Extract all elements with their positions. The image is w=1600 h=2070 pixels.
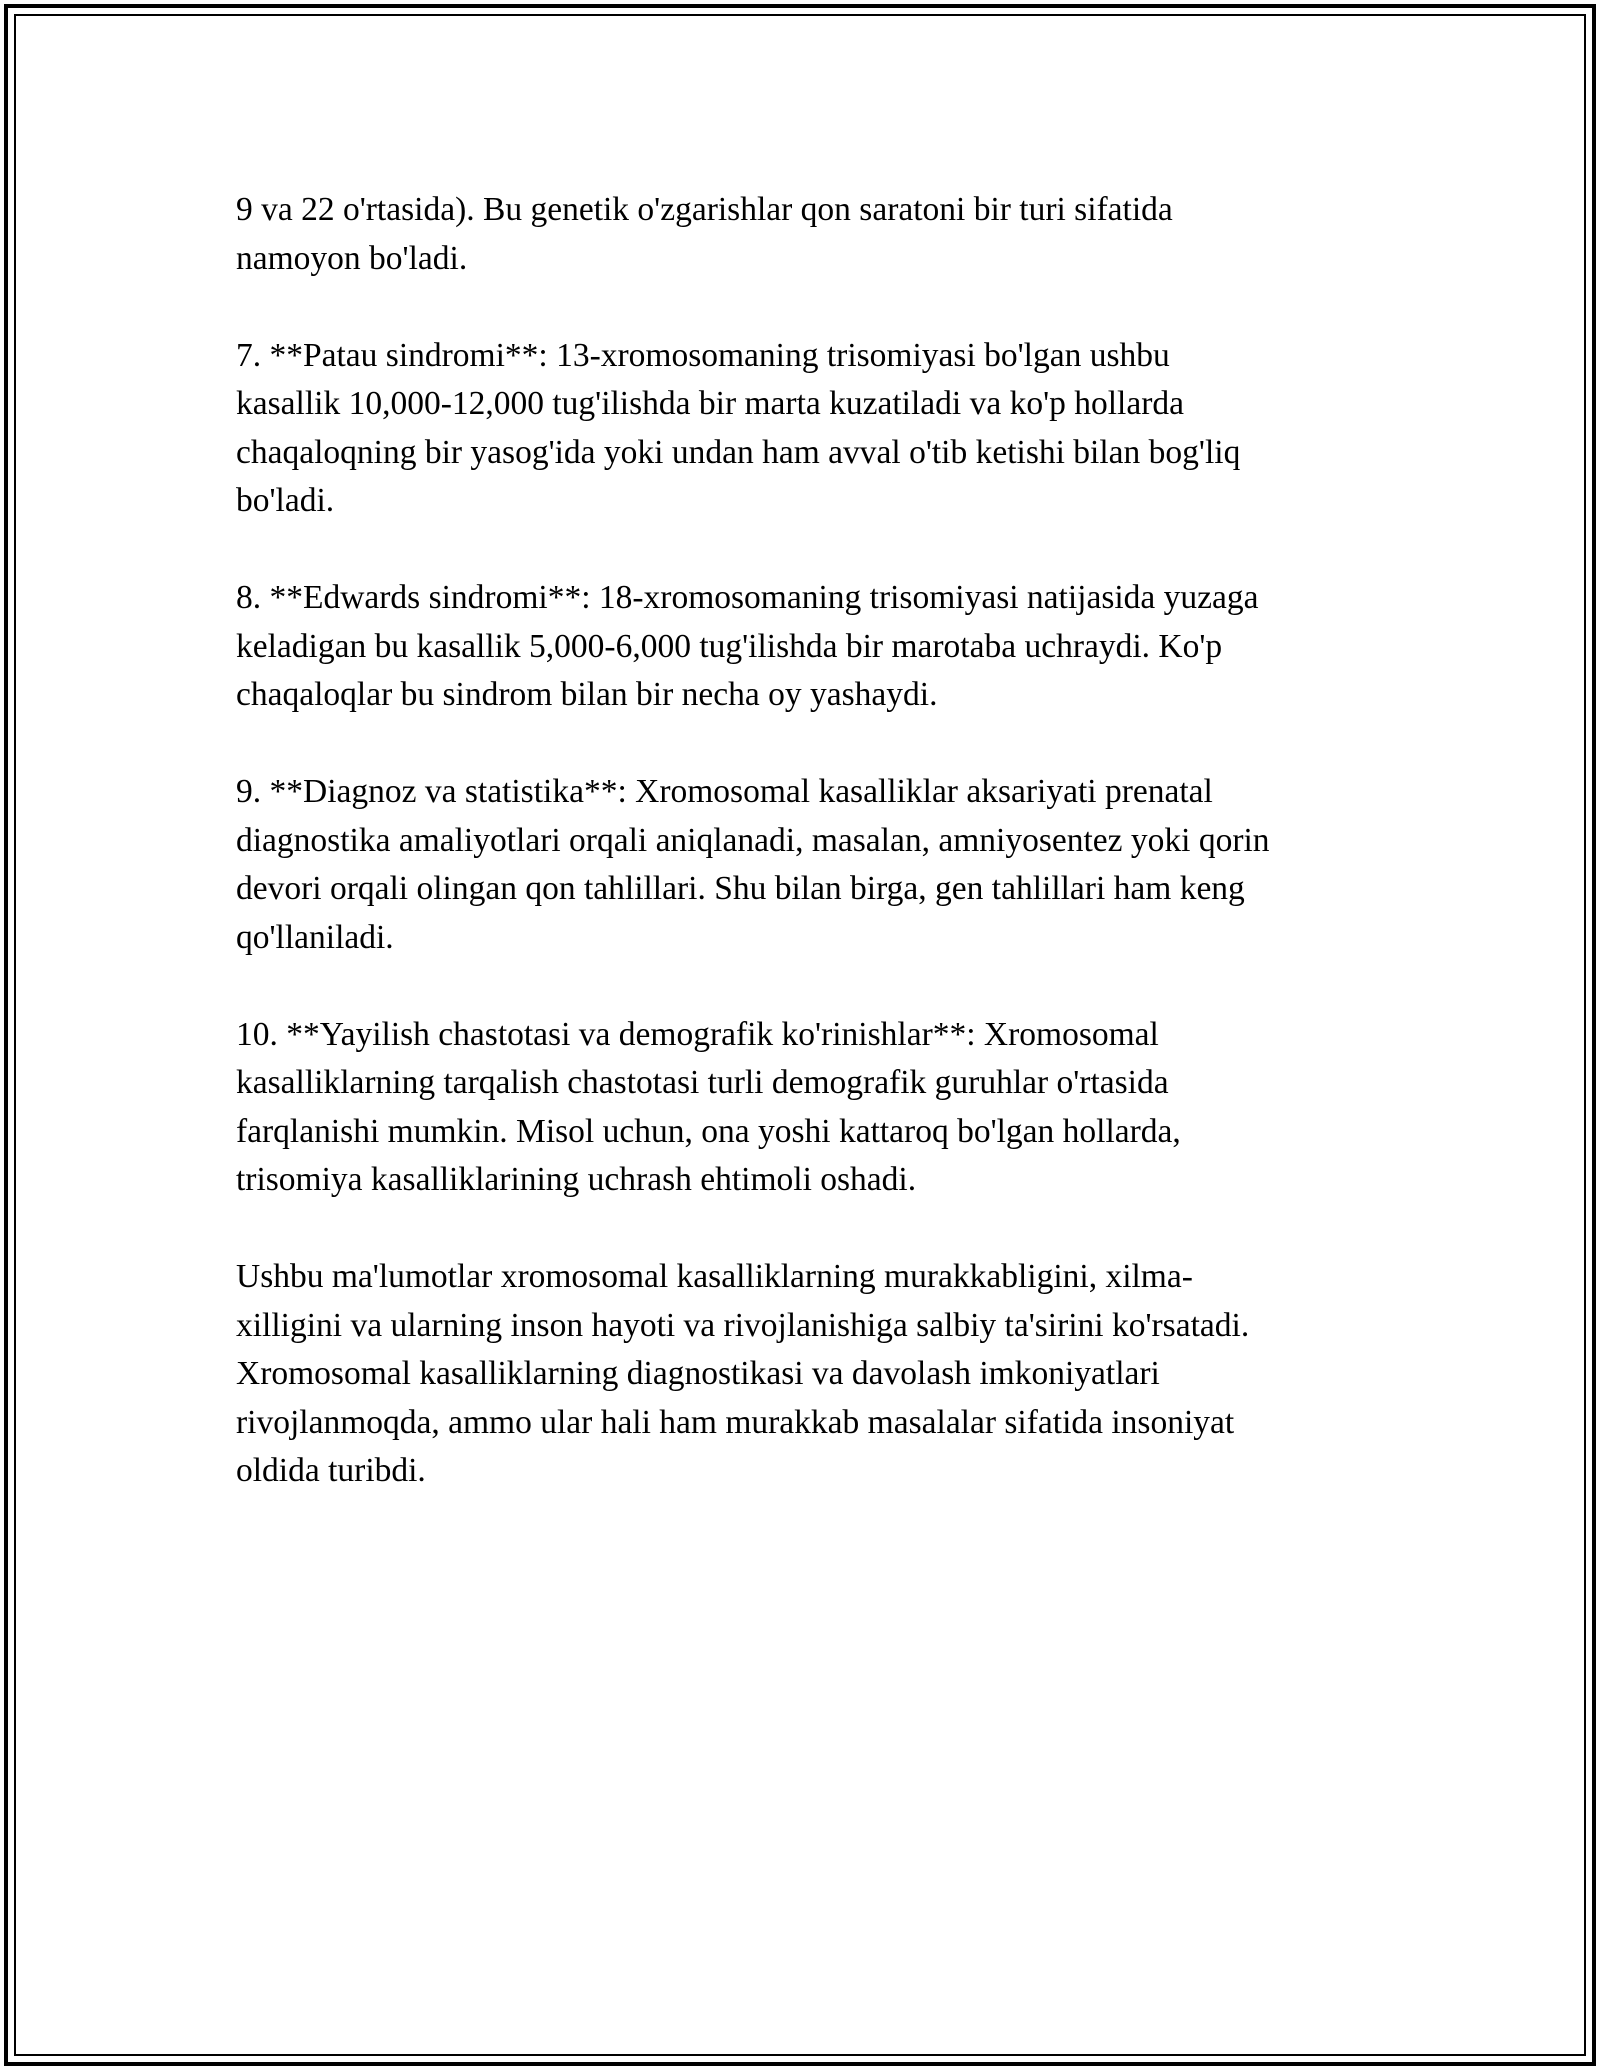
paragraph-edwards-syndrome — [236, 574, 1396, 720]
paragraph-continuation — [236, 186, 1396, 283]
text-line: bo'ladi. — [236, 482, 335, 519]
text-line: keladigan bu kasallik 5,000-6,000 tug'ilishda bir marotaba uchraydi. Ko'p — [236, 627, 1223, 665]
paragraph-conclusion — [236, 1253, 1396, 1496]
text-line: chaqaloqlar bu sindrom bilan bir necha oy yashaydi. — [236, 676, 938, 713]
text-line: xilligini va ularning inson hayoti va rivojlanishiga salbiy ta'sirini ko'rsatadi. — [236, 1306, 1250, 1344]
text-line: 9. **Diagnoz va statistika**: Xromosomal kasalliklar aksariyati prenatal — [236, 773, 1213, 810]
paragraph-diagnosis-statistics — [236, 768, 1396, 962]
text-line: 10. **Yayilish chastotasi va demografik ko'rinishlar**: Xromosomal — [236, 1015, 1159, 1053]
text-line: qo'llaniladi. — [236, 918, 394, 956]
text-line: namoyon bo'ladi. — [236, 239, 468, 277]
text-line: oldida turibdi. — [236, 1452, 426, 1489]
text-line: chaqaloqning bir yasog'ida yoki undan ham avval o'tib ketishi bilan bog'liq — [236, 433, 1241, 471]
text-line: Xromosomal kasalliklarning diagnostikasi va davolash imkoniyatlari — [236, 1355, 1160, 1392]
text-line: trisomiya kasalliklarining uchrash ehtimoli oshadi. — [236, 1161, 917, 1198]
paragraph-prevalence-demographics — [236, 1011, 1396, 1205]
text-line: 9 va 22 o'rtasida). Bu genetik o'zgarishlar qon saratoni bir turi sifatida — [236, 191, 1173, 228]
text-line: Ushbu ma'lumotlar xromosomal kasalliklarning murakkabligini, xilma- — [236, 1258, 1193, 1295]
text-line: farqlanishi mumkin. Misol uchun, ona yoshi kattaroq bo'lgan hollarda, — [236, 1112, 1181, 1150]
text-line: 7. **Patau sindromi**: 13-xromosomaning trisomiyasi bo'lgan ushbu — [236, 336, 1170, 374]
text-line: kasalliklarning tarqalish chastotasi turli demografik guruhlar o'rtasida — [236, 1064, 1169, 1101]
text-line: rivojlanmoqda, ammo ular hali ham murakkab masalalar sifatida insoniyat — [236, 1403, 1235, 1441]
text-line: 8. **Edwards sindromi**: 18-xromosomaning trisomiyasi natijasida yuzaga — [236, 579, 1259, 616]
text-line: diagnostika amaliyotlari orqali aniqlanadi, masalan, amniyosentez yoki qorin — [236, 821, 1270, 859]
document-body — [236, 186, 1396, 1496]
text-line: devori orqali olingan qon tahlillari. Shu bilan birga, gen tahlillari ham keng — [236, 870, 1245, 907]
text-line: kasallik 10,000-12,000 tug'ilishda bir marta kuzatiladi va ko'p hollarda — [236, 385, 1184, 422]
paragraph-patau-syndrome — [236, 332, 1396, 526]
